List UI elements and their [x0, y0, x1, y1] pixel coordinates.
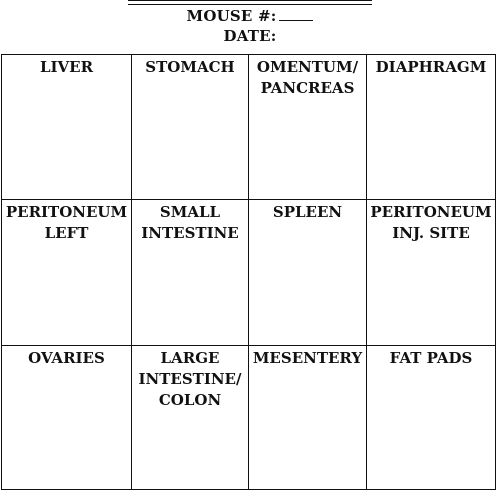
- organ-cell-omentum-pancreas: OMENTUM/ PANCREAS: [249, 55, 367, 200]
- date-label: DATE:: [223, 27, 277, 45]
- organ-cell-peritoneum-inj-site: PERITONEUM INJ. SITE: [367, 200, 495, 346]
- organ-cell-small-intestine: SMALL INTESTINE: [132, 200, 249, 346]
- organ-cell-spleen: SPLEEN: [249, 200, 367, 346]
- header-top-rule: [128, 0, 372, 1]
- organ-cell-stomach: STOMACH: [132, 55, 249, 200]
- header-top-rule-second: [128, 4, 372, 5]
- date-line: [0, 27, 500, 45]
- organ-cell-ovaries: OVARIES: [2, 346, 132, 489]
- organ-cell-liver: LIVER: [2, 55, 132, 200]
- organ-grid: [1, 54, 496, 490]
- organ-cell-fat-pads: FAT PADS: [389, 349, 473, 367]
- organ-cell-peritoneum-left: PERITONEUM LEFT: [2, 200, 132, 346]
- organ-cell-diaphragm: DIAPHRAGM: [367, 55, 495, 200]
- organ-cell-mesentery: MESENTERY: [249, 346, 367, 489]
- organ-cell-large-intestine-colon: LARGE INTESTINE/ COLON: [132, 346, 249, 489]
- mouse-number-blank[interactable]: [279, 8, 313, 21]
- mouse-number-line: [0, 7, 500, 25]
- mouse-number-label: MOUSE #:: [186, 7, 277, 25]
